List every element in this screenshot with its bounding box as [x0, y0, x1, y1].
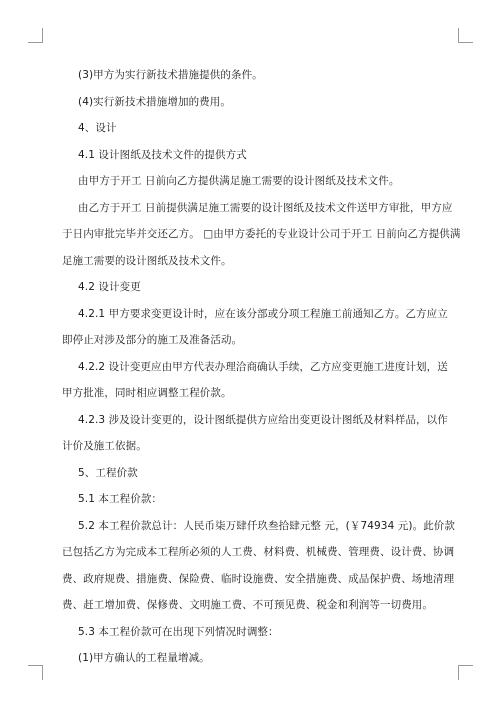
subsection-heading: 5.1 本工程价款： — [78, 493, 163, 505]
document-body — [62, 62, 461, 672]
text-line: 4.2.3 涉及设计变更的，设计图纸提供方应给出变更设计图纸及材料样品，以作 — [78, 413, 448, 426]
subsection-heading: 4.1 设计图纸及技术文件的提供方式 — [78, 148, 247, 161]
text-line: 已包括乙方为完成本工程所必须的人工费、材料费、机械费、管理费、设计费、协调 — [62, 546, 455, 558]
text-line: 4.2.2 设计变更应由甲方代表办理洽商确认手续，乙方应变更施工进度计划，送 — [78, 360, 448, 373]
text-line: 5.2 本工程价款总计：人民币柒万肆仟玖叁拾肆元整 元，(￥74934 元)。此价款 — [78, 519, 456, 532]
text-line: (4)实行新技术措施增加的费用。 — [78, 95, 231, 108]
crop-mark-bottom-right — [458, 665, 473, 680]
text-line: 甲方批准，同时相应调整工程价款。 — [62, 387, 232, 399]
text-line: (3)甲方为实行新技术措施提供的条件。 — [78, 69, 263, 81]
text-line: 由甲方于开工 日前向乙方提供满足施工需要的设计图纸及技术文件。 — [78, 175, 400, 187]
text-line: 费、赶工增加费、保修费、文明施工费、不可预见费、税金和利润等一切费用。 — [62, 599, 433, 611]
section-heading: 4、设计 — [78, 122, 117, 134]
subsection-heading: 5.3 本工程价款可在出现下列情况时调整： — [78, 625, 279, 638]
text-line: (1)甲方确认的工程量增减。 — [78, 652, 210, 664]
text-line: 费、政府规费、措施费、保险费、临时设施费、安全措施费、成品保护费、场地清理 — [62, 572, 455, 585]
crop-mark-bottom-left — [28, 665, 43, 680]
subsection-heading: 4.2 设计变更 — [78, 281, 141, 293]
crop-mark-top-left — [28, 28, 43, 43]
text-line: 于日内审批完毕并交还乙方。 □由甲方委托的专业设计公司于开工 日前向乙方提供满 — [62, 228, 461, 240]
text-line: 足施工需要的设计图纸及技术文件。 — [62, 254, 232, 267]
text-line: 由乙方于开工 日前提供满足施工需要的设计图纸及技术文件送甲方审批，甲方应 — [78, 201, 453, 214]
text-line: 计价及施工依据。 — [62, 440, 147, 452]
section-heading: 5、工程价款 — [78, 466, 138, 479]
text-line: 4.2.1 甲方要求变更设计时，应在该分部或分项工程施工前通知乙方。乙方应立 — [78, 307, 448, 320]
crop-mark-top-right — [458, 28, 473, 43]
text-line: 即停止对涉及部分的施工及准备活动。 — [62, 334, 243, 346]
